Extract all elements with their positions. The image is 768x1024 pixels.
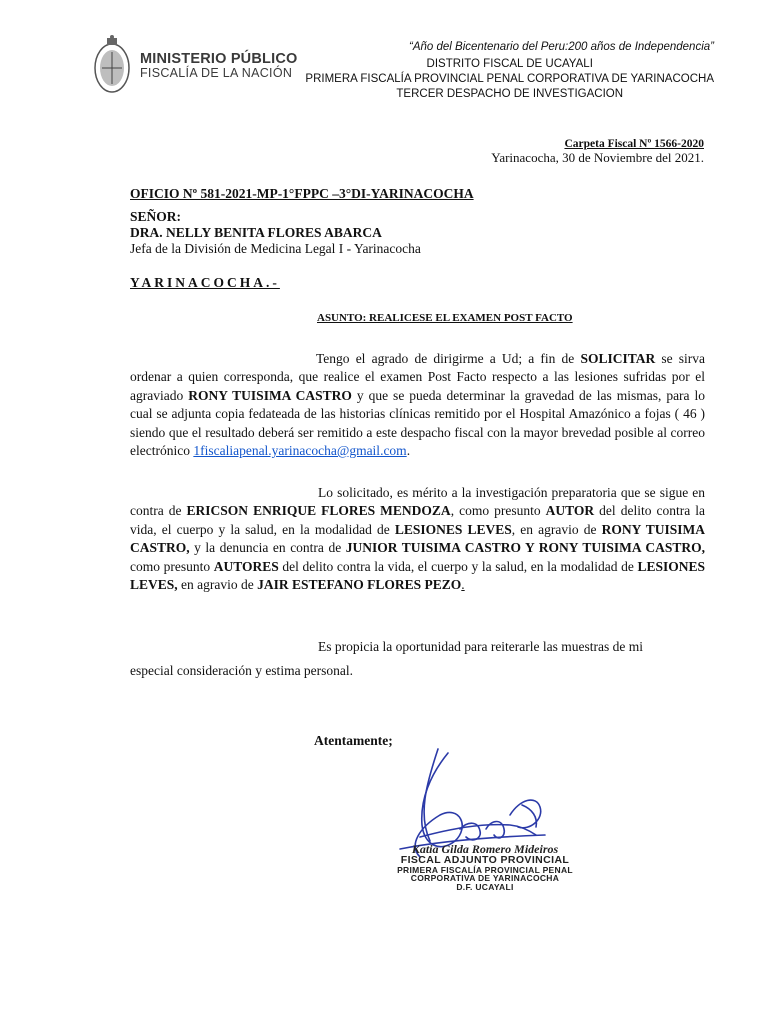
recipient-position: Jefa de la División de Medicina Legal I - Yarinacocha	[130, 241, 421, 256]
stamp-title: FISCAL ADJUNTO PROVINCIAL	[400, 854, 570, 866]
body-paragraph-3-line2: especial consideración y estima personal.	[130, 663, 354, 678]
closing: Atentamente;	[314, 733, 393, 748]
recipient-name: DRA. NELLY BENITA FLORES ABARCA	[130, 225, 382, 240]
body-paragraph-2: Lo solicitado, es mérito a la investigación preparatoria que se sigue en contra de ERICSON ENRIQUE FLORES MENDOZA, como presunto AUTOR del delito contra la vida, el cuerpo y la salud, en la modalidad de LESIONES LEVES, en agravio de RONY TUISIMA CASTRO, y la denuncia en contra de JUNIOR TUISIMA CASTRO Y RONY TUISIMA CASTRO, como presunto AUTORES del delito contra la vida, el cuerpo y la salud, en la modalidad de LESIONES LEVES, en agravio de JAIR ESTEFANO FLORES PEZO.	[130, 485, 706, 593]
ministerio-publico-logo	[140, 52, 297, 80]
dispatch-name: TERCER DESPACHO DE INVESTIGACION	[396, 87, 624, 100]
year-motto: “Año del Bicentenario del Peru:200 años de Independencia”	[409, 41, 714, 53]
logo-line2: FISCALÍA DE LA NACIÓN	[140, 66, 293, 81]
email-link[interactable]: 1fiscaliapenal.yarinacocha@gmail.com	[193, 443, 407, 459]
body-paragraph-1: Tengo el agrado de dirigirme a Ud; a fin de SOLICITAR se sirva ordenar a quien corresponda, que realice el examen Post Facto respecto a las lesiones sufridas por el agraviado RONY TUISIMA CASTRO y que se pueda determinar la gravedad de las mismas, para lo cual se adjunta copia fedateada de las historias clínicas remitido por el Hospital Amazónico a fojas ( 46 ) siendo que el resultado deberá ser remitido a este despacho fiscal con la mayor brevedad posible al correo electrónico 1fiscaliapenal.yarinacocha@gmail.com.	[130, 351, 706, 459]
oficio-number: OFICIO Nº 581-2021-MP-1°FPPC –3°DI-YARINACOCHA	[130, 186, 474, 201]
salutation: SEÑOR:	[130, 209, 182, 224]
logo-line1: MINISTERIO PÚBLICO	[140, 51, 298, 67]
body-paragraph-3: Es propicia la oportunidad para reiterarle las muestras de mi	[318, 639, 644, 654]
asunto: ASUNTO: REALICESE EL EXAMEN POST FACTO	[317, 312, 573, 324]
stamp-district: D.F. UCAYALI	[456, 881, 514, 892]
ministerio-publico-seal-icon	[92, 34, 132, 96]
official-stamp	[380, 843, 590, 891]
stamp-name: Katia Gilda Romero Mideiros	[411, 842, 559, 856]
office-name: PRIMERA FISCALÍA PROVINCIAL PENAL CORPORATIVA DE YARINACOCHA	[305, 72, 714, 85]
letterhead	[305, 40, 714, 102]
recipient-city: YARINACOCHA.-	[130, 275, 280, 290]
district-name: DISTRITO FISCAL DE UCAYALI	[426, 57, 593, 70]
carpeta-fiscal: Carpeta Fiscal Nº 1566-2020	[564, 138, 704, 150]
stamp-office-2: CORPORATIVA DE YARINACOCHA	[410, 873, 560, 883]
stamp-office-1: PRIMERA FISCALÍA PROVINCIAL PENAL	[397, 864, 573, 875]
document-date: Yarinacocha, 30 de Noviembre del 2021.	[491, 150, 704, 165]
